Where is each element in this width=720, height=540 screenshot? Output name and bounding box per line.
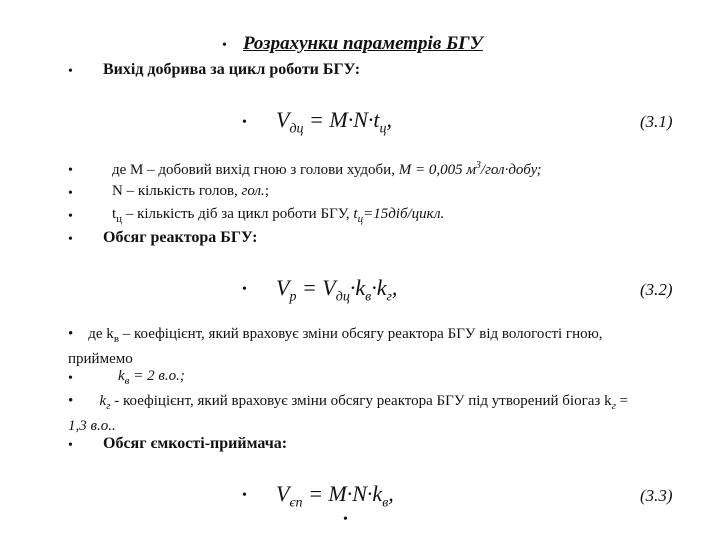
bullet: • [242, 115, 247, 130]
bullet: • [242, 282, 247, 297]
bullet: • [68, 163, 73, 178]
formula-3-1: $V_{дц} = M\cdot N\cdot t_ц$, [276, 107, 393, 137]
bullet: • [343, 512, 348, 527]
formula-3-3: $V_{єп} = M\cdot N\cdot k_в$, [276, 481, 394, 511]
definition-m: де M – добовий вихід гною з голови худоби, M = 0,005 $м^3/гол\cdot добу$; [112, 160, 542, 178]
page-title: Розрахунки параметрів БГУ [243, 33, 483, 54]
equation-number: (3.1) [640, 112, 673, 131]
value-kv: $k_в = 2$ в.о.; [118, 368, 185, 387]
volume-heading: Обсяг реактора БГУ: [103, 229, 258, 246]
bullet: • [68, 64, 73, 79]
bullet: • [68, 186, 73, 201]
definition-n: N – кількість голов, гол.; [112, 183, 269, 199]
bullet: • [68, 438, 73, 453]
bullet: • [68, 371, 73, 386]
bullet: • [68, 232, 73, 247]
definition-kv: • де $k_в$ – коефіцієнт, який враховує зміни обсягу реактора БГУ від вологості гною, приймемо [68, 326, 603, 367]
bullet: • [68, 209, 73, 224]
bullet: • [242, 488, 247, 503]
equation-number: (3.3) [640, 486, 673, 505]
equation-number: (3.2) [640, 280, 673, 299]
definition-t: $t_ц$ – кількість діб за цикл роботи БГУ, $t_ц=15діб$/цикл. [112, 206, 445, 225]
formula-3-2: $V_р = V_{дц}\cdot k_в\cdot k_г$, [276, 275, 398, 305]
tank-heading: Обсяг ємкості-приймача: [103, 435, 288, 452]
bullet: • [222, 38, 227, 53]
output-heading: Вихід добрива за цикл роботи БГУ: [103, 61, 361, 78]
definition-kg: • $k_г$ - коефіцієнт, який враховує зміни обсягу реактора БГУ під утворений біогаз $k_г$ = 1,3 в.о.. [68, 393, 629, 434]
